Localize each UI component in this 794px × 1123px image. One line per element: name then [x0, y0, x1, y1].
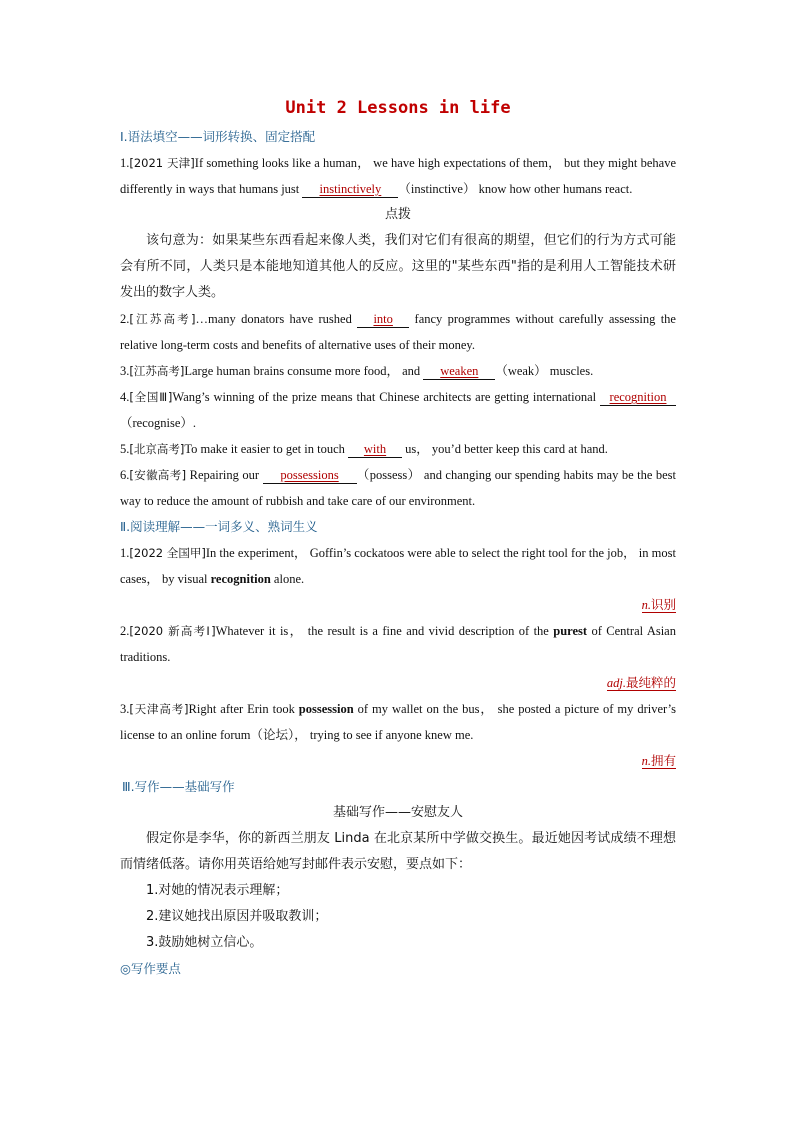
key-word: recognition [210, 572, 271, 586]
answer-blank[interactable]: weaken [423, 363, 495, 380]
section-2-heading: Ⅱ.阅读理解——一词多义、熟词生义 [120, 519, 318, 534]
question-2-2: 2.[2020 新高考Ⅰ]Whatever it is， the result is a fine and vivid description of the purest of Central Asian traditions. [120, 624, 676, 664]
hint-text: 该句意为：如果某些东西看起来像人类，我们对它们有很高的期望，但它们的行为方式可能会有所不同，人类只是本能地知道其他人的反应。这里的"某些东西"指的是利用人工智能技术研发出的数字人类。 [120, 233, 676, 300]
question-1-2: 2.[江苏高考]…many donators have rushed into fancy programmes without carefully assessing the relative long-term costs and benefits of alternative uses of their money. [120, 312, 676, 352]
section-3-heading: Ⅲ.写作——基础写作 [122, 779, 235, 794]
note-2-2: adj.最纯粹的 [606, 675, 676, 690]
question-2-3: 3.[天津高考]Right after Erin took possession of my wallet on the bus， she posted a picture of my driver’s license to an online forum（论坛）， trying to see if anyone knew me. [120, 702, 676, 742]
key-word: possession [298, 702, 354, 716]
answer-blank[interactable]: recognition [600, 389, 676, 406]
writing-point-1: 1.对她的情况表示理解； [146, 883, 289, 898]
key-word: purest [553, 624, 588, 638]
answer-blank[interactable]: possessions [263, 467, 357, 484]
section-1-heading: Ⅰ.语法填空——词形转换、固定搭配 [120, 129, 316, 144]
question-2-1: 1.[2022 全国甲]In the experiment， Goffin’s cockatoos were able to select the right tool for the job， in most cases， by visual recognition alone. [120, 546, 676, 586]
writing-point-2: 2.建议她找出原因并吸取教训； [146, 909, 328, 924]
writing-key-points-heading: ◎写作要点 [120, 961, 181, 976]
page-title: Unit 2 Lessons in life [285, 98, 511, 118]
answer-blank[interactable]: instinctively [302, 181, 398, 198]
note-2-3: n.拥有 [641, 753, 676, 768]
document-page [120, 96, 676, 982]
writing-intro: 假定你是李华，你的新西兰朋友 Linda 在北京某所中学做交换生。最近她因考试成绩不理想而情绪低落。请你用英语给她写封邮件表示安慰，要点如下： [120, 831, 676, 872]
question-1-4: 4.[全国Ⅲ]Wang’s winning of the prize means that Chinese architects are getting international recognition（recognise）. [120, 384, 676, 436]
answer-blank[interactable]: into [357, 311, 409, 328]
writing-subtitle: 基础写作——安慰友人 [332, 805, 463, 820]
answer-blank[interactable]: with [348, 441, 402, 458]
question-1-6: 6.[安徽高考] Repairing our possessions （possess） and changing our spending habits may be the best way to reduce the amount of rubbish and take care of our environment. [120, 468, 676, 508]
question-1-5: 5.[北京高考]To make it easier to get in touch with us， you’d better keep this card at hand. [120, 442, 608, 456]
question-1-1: 1.[2021 天津]If something looks like a human， we have high expectations of them， but they might behave differently in ways that humans just instinctively （instinctive） know how other humans react. [120, 156, 676, 196]
hint-title: 点拨 [384, 207, 411, 222]
writing-point-3: 3.鼓励她树立信心。 [146, 935, 263, 950]
note-2-1: n.识别 [641, 597, 676, 612]
question-1-3: 3.[江苏高考]Large human brains consume more food， and weaken （weak） muscles. [120, 364, 594, 378]
